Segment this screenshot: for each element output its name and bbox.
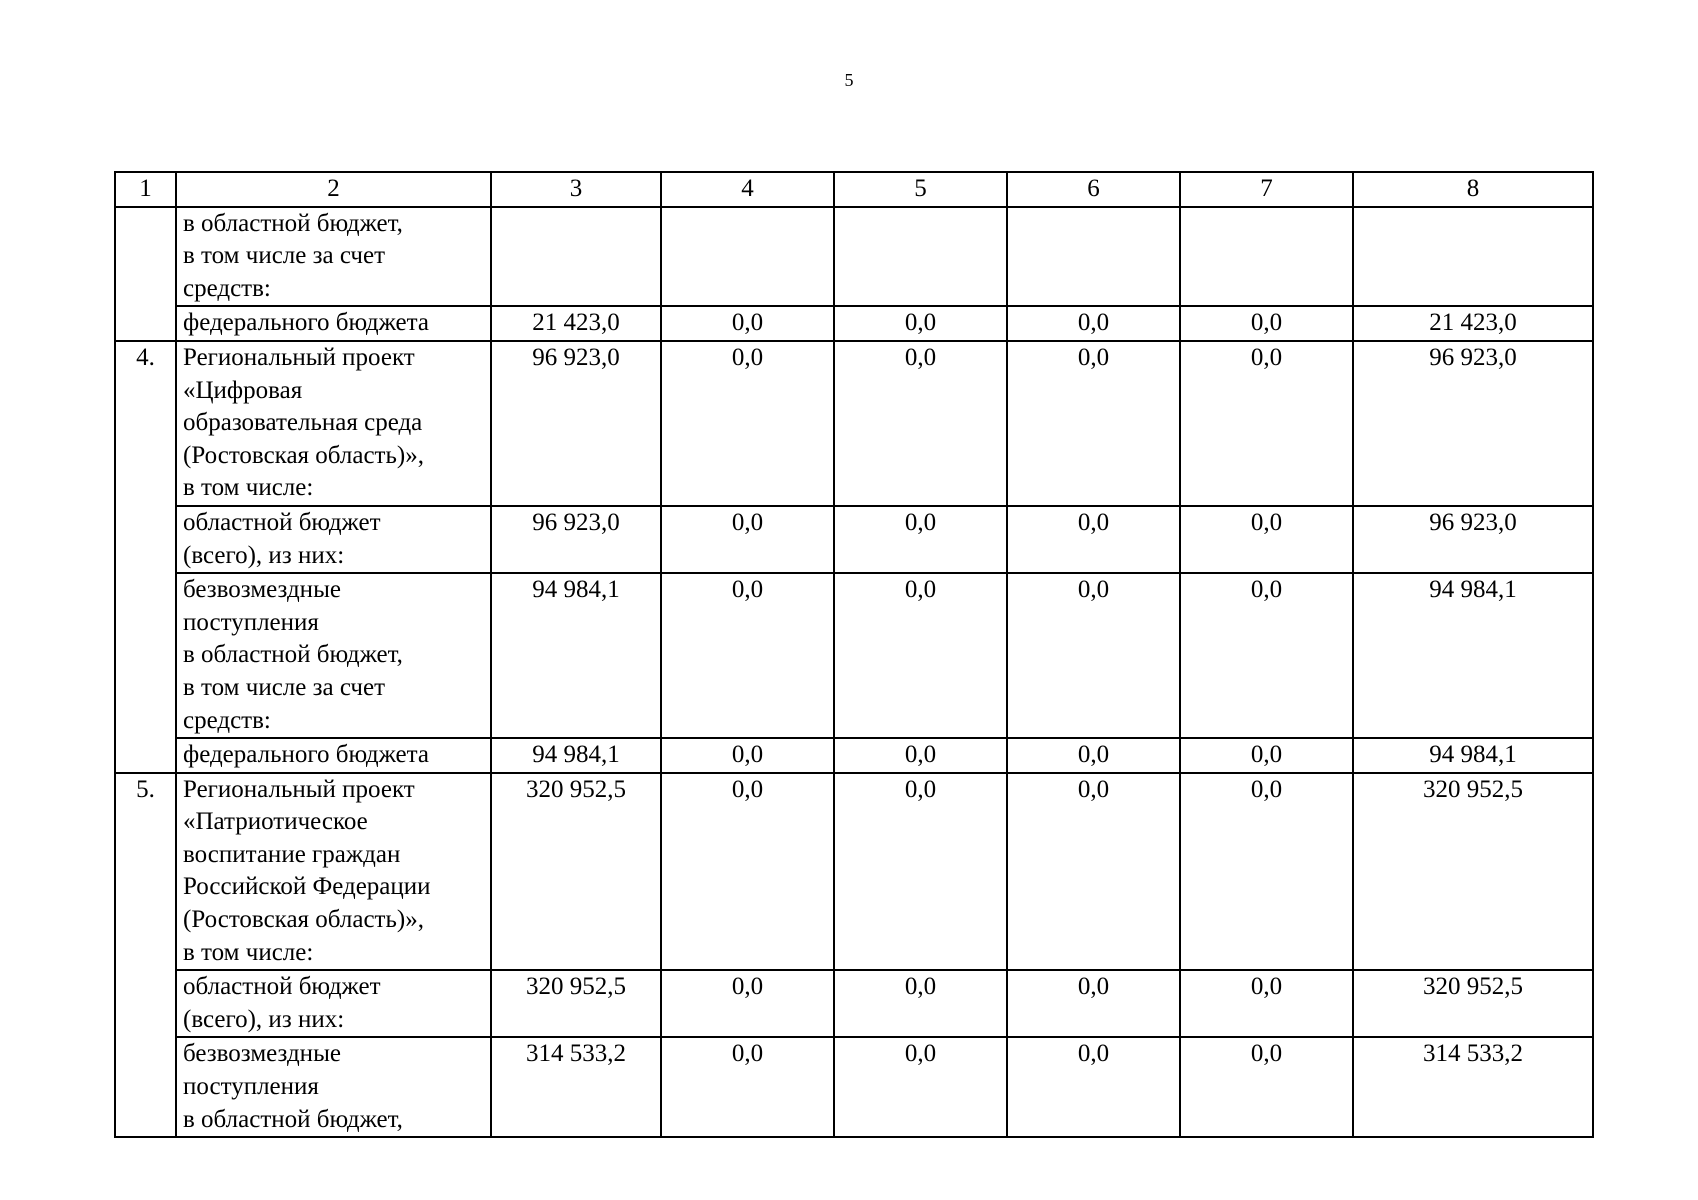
value-cell: 320 952,5: [1353, 970, 1593, 1037]
value-cell: 0,0: [1180, 306, 1353, 341]
value-cell: 96 923,0: [491, 341, 661, 506]
value-cell: 0,0: [1180, 506, 1353, 573]
value-cell: 0,0: [834, 506, 1007, 573]
column-header: 7: [1180, 172, 1353, 207]
table-row: [115, 341, 1593, 506]
table-body: [115, 207, 1593, 1138]
value-cell: [834, 207, 1007, 307]
column-header: 5: [834, 172, 1007, 207]
value-cell: 0,0: [1007, 1037, 1180, 1137]
table-row: [115, 506, 1593, 573]
table-row: [115, 773, 1593, 971]
value-cell: 94 984,1: [1353, 573, 1593, 738]
column-header: 4: [661, 172, 834, 207]
column-header: 6: [1007, 172, 1180, 207]
value-cell: 96 923,0: [1353, 506, 1593, 573]
row-label-cell: Региональный проект «Цифровая образовательная среда (Ростовская область)», в том числе:: [176, 341, 491, 506]
row-label-cell: областной бюджет (всего), из них:: [176, 970, 491, 1037]
value-cell: 21 423,0: [1353, 306, 1593, 341]
value-cell: 0,0: [661, 573, 834, 738]
value-cell: 0,0: [1007, 773, 1180, 971]
value-cell: 0,0: [834, 341, 1007, 506]
value-cell: 0,0: [661, 306, 834, 341]
column-header: 2: [176, 172, 491, 207]
value-cell: 0,0: [1180, 970, 1353, 1037]
value-cell: [1353, 207, 1593, 307]
row-index-cell: 5.: [115, 773, 176, 1138]
value-cell: 320 952,5: [491, 970, 661, 1037]
value-cell: 0,0: [661, 738, 834, 773]
value-cell: 0,0: [834, 306, 1007, 341]
value-cell: 94 984,1: [491, 738, 661, 773]
table-header: [115, 172, 1593, 207]
row-index-cell: [115, 207, 176, 341]
row-label-cell: в областной бюджет, в том числе за счет средств:: [176, 207, 491, 307]
value-cell: [1180, 207, 1353, 307]
table-row: [115, 207, 1593, 307]
value-cell: 0,0: [1007, 341, 1180, 506]
value-cell: 314 533,2: [491, 1037, 661, 1137]
value-cell: 0,0: [661, 506, 834, 573]
value-cell: 0,0: [1180, 738, 1353, 773]
value-cell: 320 952,5: [491, 773, 661, 971]
row-label-cell: безвозмездные поступления в областной бюджет, в том числе за счет средств:: [176, 573, 491, 738]
value-cell: 0,0: [1007, 738, 1180, 773]
value-cell: [1007, 207, 1180, 307]
row-label-cell: безвозмездные поступления в областной бюджет,: [176, 1037, 491, 1137]
value-cell: 0,0: [1007, 306, 1180, 341]
table-row: [115, 306, 1593, 341]
value-cell: 94 984,1: [1353, 738, 1593, 773]
row-label-cell: Региональный проект «Патриотическое воспитание граждан Российской Федерации (Ростовская область)», в том числе:: [176, 773, 491, 971]
value-cell: 0,0: [1180, 1037, 1353, 1137]
value-cell: 314 533,2: [1353, 1037, 1593, 1137]
value-cell: 0,0: [834, 1037, 1007, 1137]
page-number: 5: [844, 70, 854, 90]
value-cell: 0,0: [1180, 573, 1353, 738]
row-label-cell: федерального бюджета: [176, 738, 491, 773]
value-cell: 94 984,1: [491, 573, 661, 738]
table-row: [115, 573, 1593, 738]
row-label-cell: федерального бюджета: [176, 306, 491, 341]
budget-table: [114, 171, 1594, 1138]
column-number-row: [115, 172, 1593, 207]
value-cell: 0,0: [1007, 506, 1180, 573]
value-cell: 0,0: [834, 573, 1007, 738]
value-cell: 0,0: [1007, 970, 1180, 1037]
column-header: 3: [491, 172, 661, 207]
value-cell: 320 952,5: [1353, 773, 1593, 971]
value-cell: 0,0: [834, 970, 1007, 1037]
value-cell: 0,0: [661, 1037, 834, 1137]
value-cell: 0,0: [1180, 773, 1353, 971]
value-cell: 0,0: [661, 970, 834, 1037]
value-cell: 0,0: [834, 773, 1007, 971]
table-row: [115, 738, 1593, 773]
table-row: [115, 970, 1593, 1037]
value-cell: 0,0: [1007, 573, 1180, 738]
value-cell: [661, 207, 834, 307]
row-index-cell: 4.: [115, 341, 176, 773]
row-label-cell: областной бюджет (всего), из них:: [176, 506, 491, 573]
value-cell: 0,0: [661, 773, 834, 971]
column-header: 1: [115, 172, 176, 207]
value-cell: 0,0: [661, 341, 834, 506]
value-cell: 21 423,0: [491, 306, 661, 341]
value-cell: 0,0: [1180, 341, 1353, 506]
value-cell: 0,0: [834, 738, 1007, 773]
column-header: 8: [1353, 172, 1593, 207]
value-cell: [491, 207, 661, 307]
value-cell: 96 923,0: [491, 506, 661, 573]
value-cell: 96 923,0: [1353, 341, 1593, 506]
table-row: [115, 1037, 1593, 1137]
